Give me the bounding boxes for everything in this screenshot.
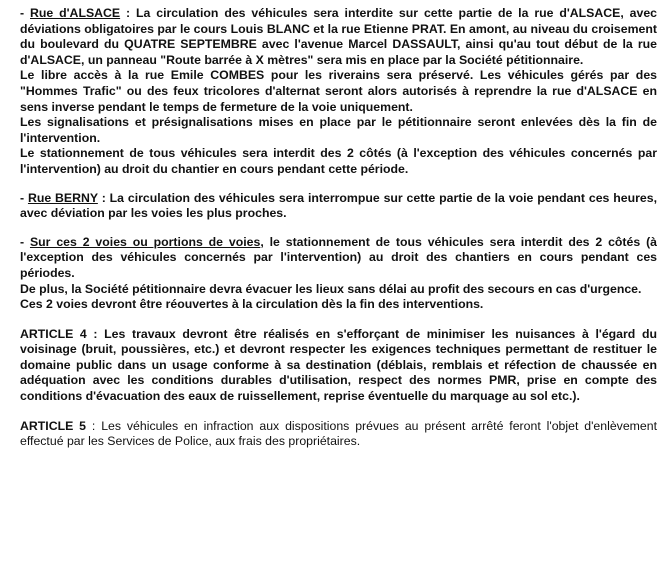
berny-street-name: Rue BERNY (27, 190, 98, 205)
alsace-paragraph-2: Le libre accès à la rue Emile COMBES pour les riverains sera préservé. Les véhicules gérés par des "Hommes Trafic" ou des feux tricolores d'alternat seront alors autorisés à reprendre la rue d'ALSACE en sens inverse pendant le temps de fermeture de la voie uniquement. (20, 68, 657, 114)
alsace-text-1: : La circulation des véhicules sera interdite sur cette partie de la rue d'ALSACE, avec déviations obligatoires par le cours Louis BLANC et la rue Etienne PRAT. En amont, au niveau du croisement du boulevard du QUATRE SEPTEMBRE avec l'avenue Marcel DASSAULT, ainsi qu'au tout début de la rue d'ALSACE, un panneau "Route barrée à X mètres" sera mis en place par la Société pétitionnaire. (20, 6, 658, 67)
berny-paragraph (20, 191, 657, 222)
alsace-paragraph-3: Les signalisations et présignalisations mises en place par le pétitionnaire seront enlevées dès la fin de l'intervention. (20, 115, 657, 145)
alsace-street-name: Rue d'ALSACE (30, 6, 121, 20)
deux-voies-paragraph-1 (20, 235, 657, 282)
article-5-label: ARTICLE 5 (20, 418, 87, 433)
deux-voies-paragraph-2: De plus, la Société pétitionnaire devra évacuer les lieux sans délai au profit des secours en cas d'urgence. (20, 281, 642, 296)
spacer (20, 178, 657, 191)
deux-voies-dash: - (20, 234, 30, 249)
berny-text: : La circulation des véhicules sera interrompue sur cette partie de la voie pendant ces heures, avec déviation par les voies les plus proches. (20, 190, 657, 221)
article-4-paragraph: ARTICLE 4 : Les travaux devront être réalisés en s'efforçant de minimiser les nuisances à l'égard du voisinage (bruit, poussières, etc.) et devront respecter les exigences techniques permettant de restituer le domaine public dans un usage conforme à sa destination (déblais, remblais et réfection de chaussée en adéquation avec les conditions durables d'utilisation, respect des normes PMR, prise en compte des conditions d'évacuation des eaux de ruissellement, reprise éventuelle du marquage au sol etc.). (20, 326, 657, 404)
deux-voies-underlined: Sur ces 2 voies ou portions de voies (29, 234, 261, 249)
spacer (20, 222, 657, 235)
deux-voies-text-1: , le stationnement de tous véhicules sera interdit des 2 côtés (à l'exception des véhicules concernés par l'intervention) au droit des chantiers en cours pendant ces périodes. (20, 234, 657, 280)
alsace-dash: - (20, 6, 30, 20)
spacer (20, 405, 657, 419)
deux-voies-paragraph-3: Ces 2 voies devront être réouvertes à la circulation dès la fin des interventions. (20, 297, 484, 312)
section-rue-berny (20, 191, 657, 222)
article-5-text: : Les véhicules en infraction aux dispositions prévues au présent arrêté feront l'objet d'enlèvement effectué par les Services de Police, aux frais des propriétaires. (20, 418, 657, 449)
alsace-paragraph-4: Le stationnement de tous véhicules sera interdit des 2 côtés (à l'exception des véhicules concernés par l'intervention) au droit du chantier en cours pendant cette période. (20, 146, 657, 176)
section-article-4 (20, 327, 657, 405)
spacer (20, 313, 657, 327)
section-article-5 (20, 419, 657, 450)
alsace-paragraph-1 (20, 6, 657, 68)
article-5-paragraph (20, 419, 657, 450)
berny-dash: - (20, 190, 28, 205)
section-deux-voies (20, 235, 657, 313)
section-rue-alsace (20, 6, 657, 178)
